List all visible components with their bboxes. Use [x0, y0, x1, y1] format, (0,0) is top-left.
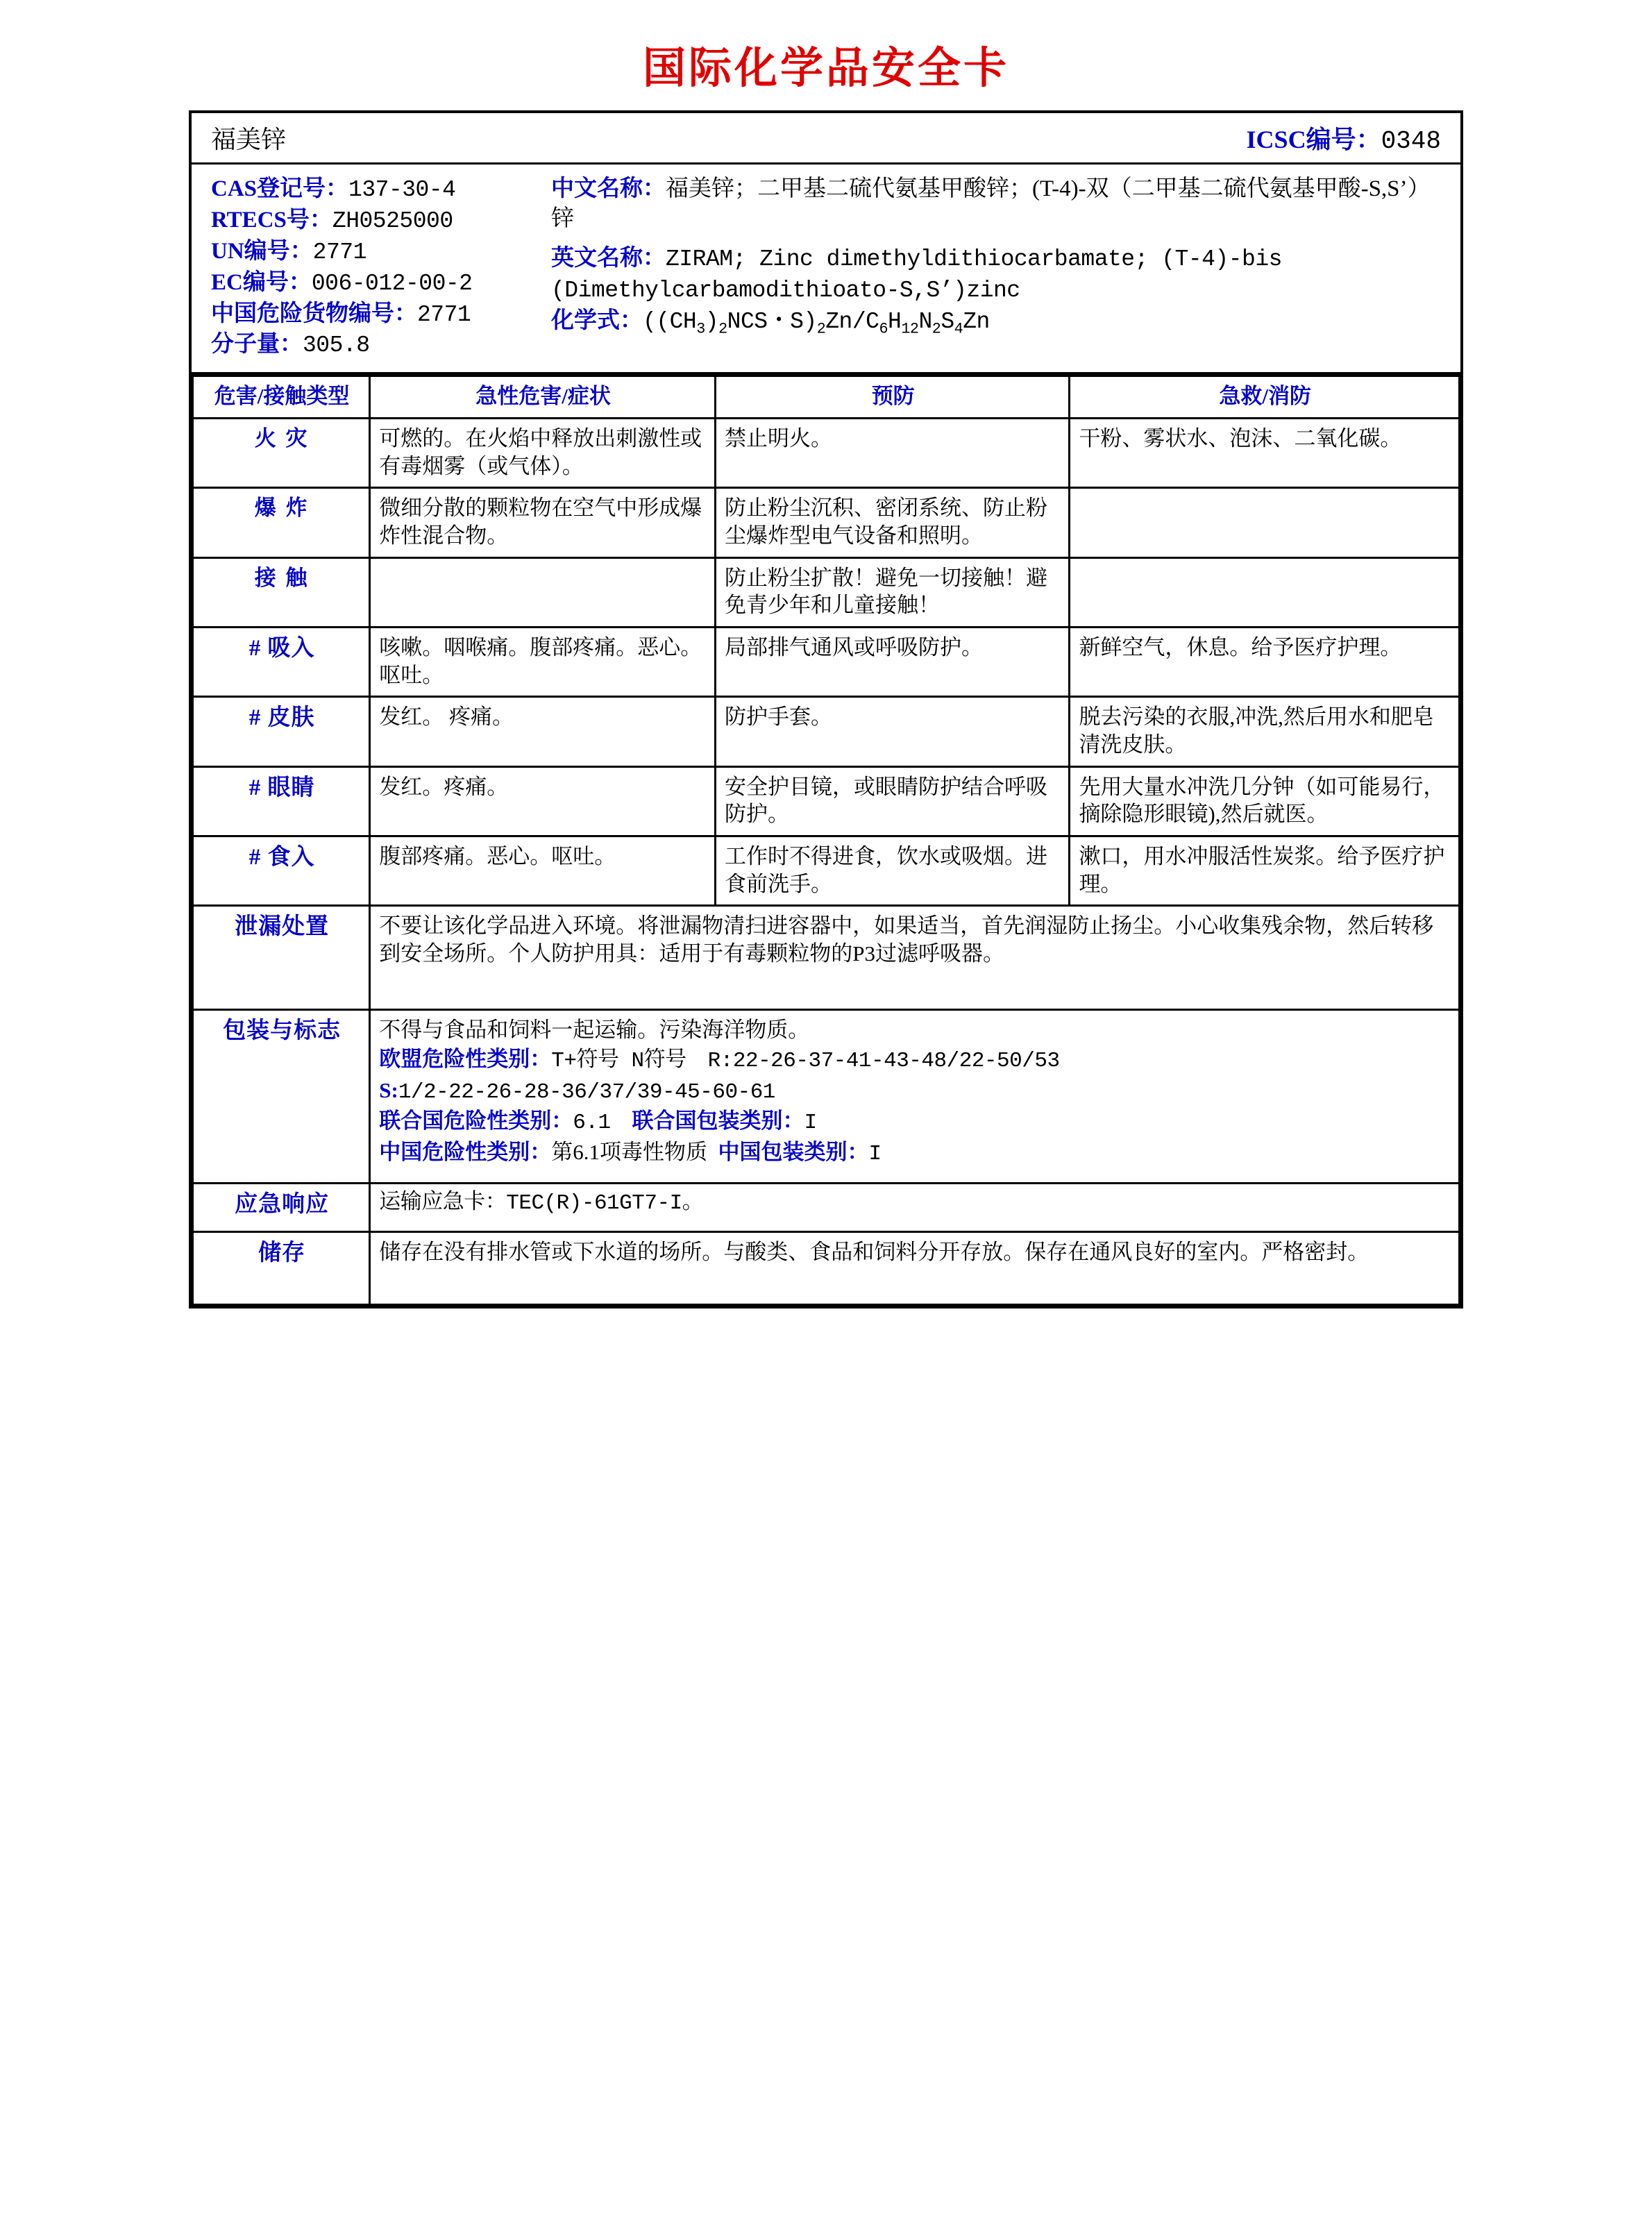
- cn-class-value: 第6.1项毒性物质: [551, 1140, 707, 1165]
- cas-line: [211, 174, 540, 205]
- rtecs-label: RTECS号：: [211, 207, 332, 233]
- table-row: [193, 836, 1460, 906]
- cas-value: 137-30-4: [348, 177, 456, 203]
- inhalation-firstaid: 新鲜空气，休息。给予医疗护理。: [1070, 628, 1460, 697]
- molecular-weight-label: 分子量：: [211, 332, 303, 357]
- row-label-exposure: 接 触: [193, 557, 370, 627]
- skin-hazard: 发红。 疼痛。: [370, 697, 716, 766]
- un-line: [211, 237, 540, 268]
- ingestion-prevention: 工作时不得进食，饮水或吸烟。进食前洗手。: [715, 836, 1069, 906]
- explosion-hazard: 微细分散的颗粒物在空气中形成爆炸性混合物。: [370, 488, 716, 557]
- formula-value: ($(CH_3)_2NCS$・$S)_2Zn/C_6H_{12}N_2S_4Zn$: [643, 308, 990, 338]
- s-phrases-label: S:: [379, 1077, 398, 1102]
- skin-firstaid: 脱去污染的衣服,冲洗,然后用水和肥皂清洗皮肤。: [1070, 697, 1460, 766]
- inhalation-prevention: 局部排气通风或呼吸防护。: [715, 628, 1069, 697]
- packaging-cn-line: [379, 1138, 1451, 1168]
- col-header-prevention: 预防: [715, 376, 1069, 419]
- fire-hazard: 可燃的。在火焰中释放出刺激性或有毒烟雾（或气体）。: [370, 419, 716, 488]
- emergency-text: 运输应急卡：TEC(R)-61GT7-I。: [370, 1184, 1460, 1232]
- english-name-line: [551, 244, 1444, 306]
- identification-block: [192, 165, 1460, 375]
- english-name-label: 英文名称：: [551, 245, 666, 271]
- row-label-inhalation: # 吸入: [193, 628, 370, 697]
- chinese-name-value: 福美锌；二甲基二硫代氨基甲酸锌；(T-4)-双（二甲基二硫代氨基甲酸-S,S’）锌: [551, 176, 1431, 231]
- hazards-table: [192, 375, 1460, 1306]
- inhalation-hazard: 咳嗽。咽喉痛。腹部疼痛。恶心。呕吐。: [370, 628, 716, 697]
- row-label-explosion: 爆 炸: [193, 488, 370, 557]
- col-header-hazard: 急性危害/症状: [370, 376, 716, 419]
- icsc-card: [189, 110, 1463, 1308]
- eyes-firstaid: 先用大量水冲洗几分钟（如可能易行，摘除隐形眼镜),然后就医。: [1070, 766, 1460, 836]
- row-label-packaging: 包装与标志: [193, 1010, 370, 1184]
- un-label: UN编号：: [211, 238, 313, 264]
- formula-line: [551, 306, 1444, 339]
- identification-right: [546, 165, 1460, 372]
- row-label-ingestion: # 食入: [193, 836, 370, 906]
- rtecs-value: ZH0525000: [332, 208, 453, 234]
- cn-packing-value: I: [868, 1142, 882, 1167]
- r-phrases: R:22-26-37-41-43-48/22-50/53: [707, 1049, 1060, 1074]
- packaging-line1: 不得与食品和饲料一起运输。污染海洋物质。: [379, 1018, 810, 1043]
- un-class-value: 6.1: [573, 1111, 611, 1136]
- packaging-eu-line: [379, 1045, 1451, 1075]
- un-packing-value: I: [804, 1111, 817, 1136]
- row-label-fire: 火 灾: [193, 419, 370, 488]
- table-row-storage: [193, 1232, 1460, 1305]
- rtecs-line: [211, 205, 540, 237]
- eyes-hazard: 发红。疼痛。: [370, 766, 716, 836]
- page-title: 国际化学品安全卡: [642, 44, 1009, 92]
- row-label-spill: 泄漏处置: [193, 906, 370, 1010]
- fire-prevention: 禁止明火。: [715, 419, 1069, 488]
- row-label-emergency: 应急响应: [193, 1184, 370, 1232]
- icsc-number-block: [1247, 113, 1460, 162]
- ingestion-firstaid: 漱口，用水冲服活性炭浆。给予医疗护理。: [1070, 836, 1460, 906]
- ec-line: [211, 268, 540, 299]
- cn-packing-label: 中国包装类别：: [718, 1140, 869, 1165]
- exposure-firstaid: [1070, 557, 1460, 627]
- storage-text: 储存在没有排水管或下水道的场所。与酸类、食品和饲料分开存放。保存在通风良好的室内。严格密封。: [370, 1232, 1460, 1305]
- explosion-prevention: 防止粉尘沉积、密闭系统、防止粉尘爆炸型电气设备和照明。: [715, 488, 1069, 557]
- table-row-emergency: [193, 1184, 1460, 1232]
- eu-class-label: 欧盟危险性类别：: [379, 1047, 552, 1072]
- ec-value: 006-012-00-2: [311, 270, 473, 296]
- identification-left: [192, 165, 546, 372]
- table-row: [193, 697, 1460, 766]
- s-phrases-value: 1/2-22-26-28-36/37/39-45-60-61: [398, 1079, 775, 1104]
- table-row: [193, 419, 1460, 488]
- table-row-spill: [193, 906, 1460, 1010]
- cn-dangerous-goods-value: 2771: [417, 301, 471, 328]
- english-name-value: ZIRAM; Zinc dimethyldithiocarbamate; (T-4)-bis (Dimethylcarbamodithioato-S,S’)zinc: [551, 246, 1282, 303]
- formula-label: 化学式：: [551, 308, 643, 333]
- packaging-s-line: [379, 1077, 1451, 1106]
- chinese-name-label: 中文名称：: [551, 176, 666, 201]
- icsc-label: ICSC编号：: [1246, 126, 1381, 153]
- substance-name: 福美锌: [211, 126, 287, 153]
- table-row: [193, 766, 1460, 836]
- fire-firstaid: 干粉、雾状水、泡沫、二氧化碳。: [1070, 419, 1460, 488]
- cn-dangerous-goods-line: [211, 299, 540, 330]
- explosion-firstaid: [1070, 488, 1460, 557]
- chinese-name-line: [551, 174, 1444, 234]
- col-header-type: 危害/接触类型: [193, 376, 370, 419]
- cn-dangerous-goods-label: 中国危险货物编号：: [211, 301, 417, 326]
- icsc-number: 0348: [1381, 127, 1441, 155]
- cas-label: CAS登记号：: [211, 176, 349, 201]
- ec-label: EC编号：: [211, 269, 312, 295]
- cn-class-label: 中国危险性类别：: [379, 1140, 552, 1165]
- ident-gap: [551, 234, 1444, 244]
- exposure-prevention: 防止粉尘扩散！避免一切接触！避免青少年和儿童接触！: [715, 557, 1069, 627]
- row-label-eyes: # 眼睛: [193, 766, 370, 836]
- eu-class-value: T+符号 N符号: [551, 1049, 686, 1074]
- row-label-storage: 储存: [193, 1232, 370, 1305]
- table-row: [193, 488, 1460, 557]
- molecular-weight-value: 305.8: [303, 333, 370, 359]
- table-row-packaging: [193, 1010, 1460, 1184]
- un-packing-label: 联合国包装类别：: [632, 1109, 804, 1134]
- skin-prevention: 防护手套。: [715, 697, 1069, 766]
- table-row: [193, 557, 1460, 627]
- col-header-firstaid: 急救/消防: [1070, 376, 1460, 419]
- table-header-row: [193, 376, 1460, 419]
- packaging-content: [370, 1010, 1460, 1184]
- molecular-weight-line: [211, 330, 540, 361]
- un-value: 2771: [312, 239, 366, 265]
- row-label-skin: # 皮肤: [193, 697, 370, 766]
- card-header: [192, 113, 1460, 165]
- packaging-un-line: [379, 1107, 1451, 1137]
- exposure-hazard: [370, 557, 716, 627]
- un-class-label: 联合国危险性类别：: [379, 1109, 573, 1134]
- table-row: [193, 628, 1460, 697]
- spill-text: 不要让该化学品进入环境。将泄漏物清扫进容器中，如果适当，首先润湿防止扬尘。小心收集残余物，然后转移到安全场所。个人防护用具：适用于有毒颗粒物的P3过滤呼吸器。: [370, 906, 1460, 1010]
- eyes-prevention: 安全护目镜，或眼睛防护结合呼吸防护。: [715, 766, 1069, 836]
- ingestion-hazard: 腹部疼痛。恶心。呕吐。: [370, 836, 716, 906]
